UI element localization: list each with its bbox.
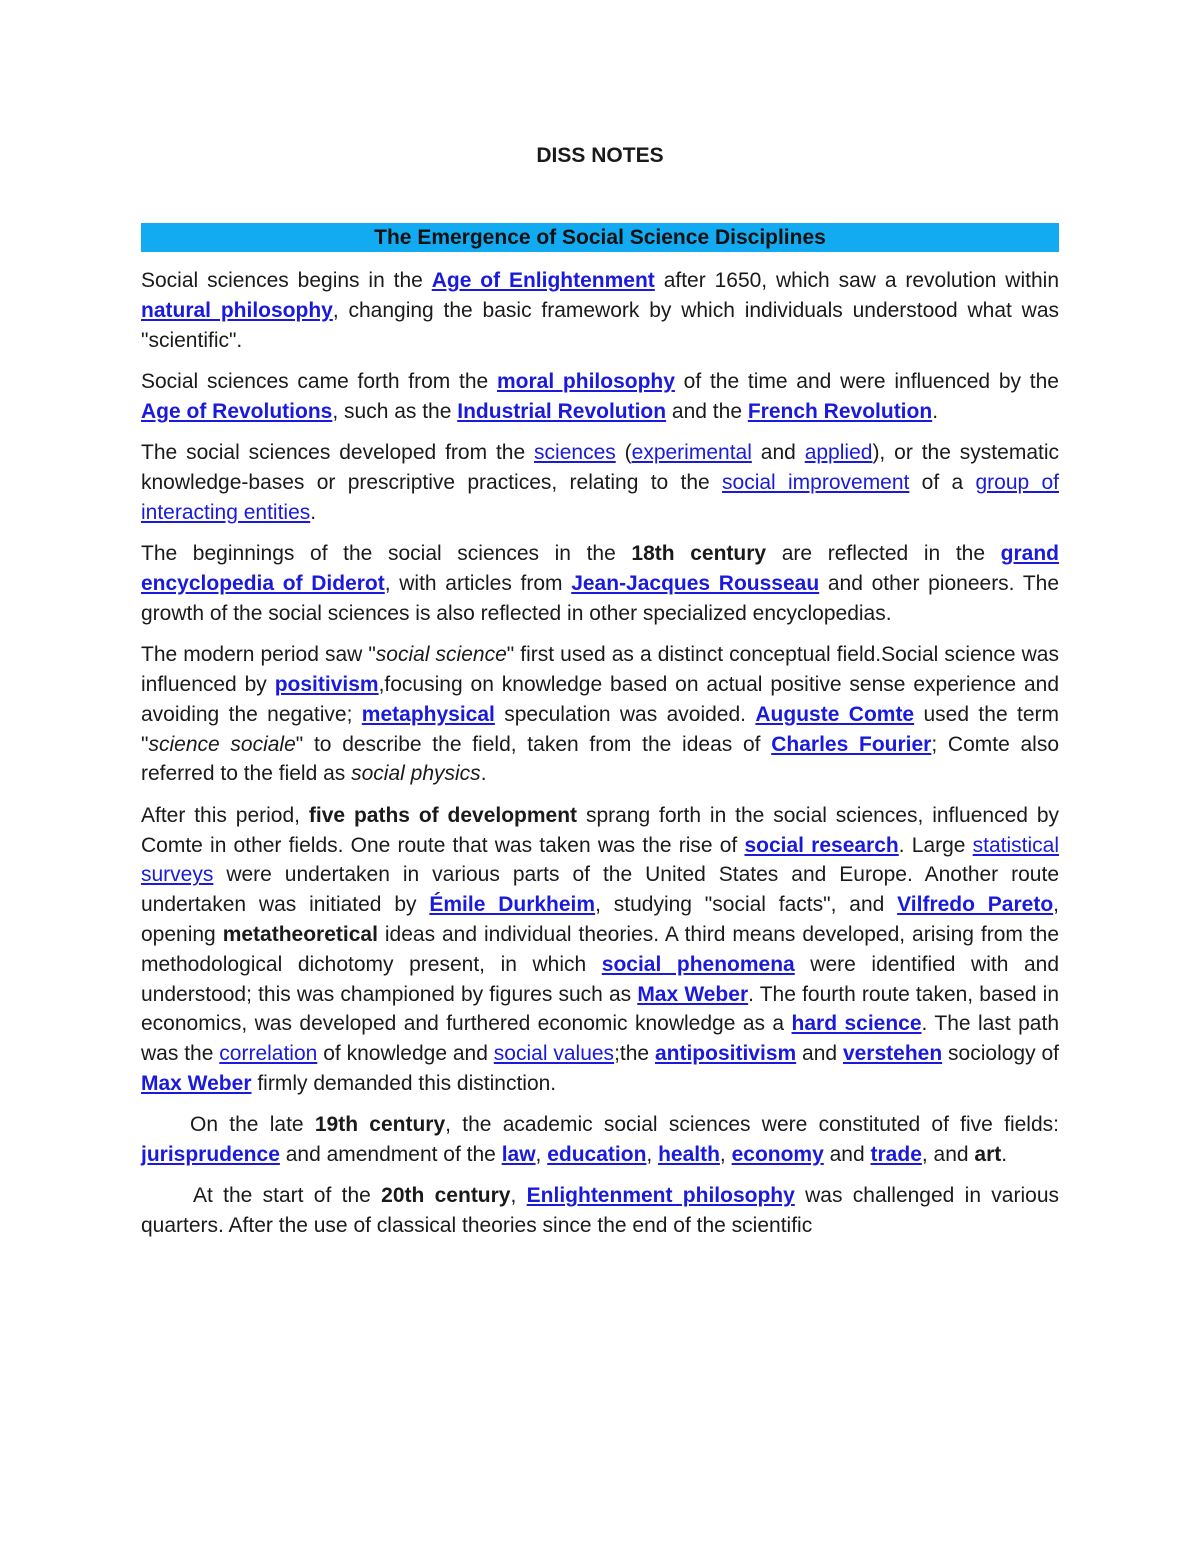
text-run: firmly demanded this distinction. [251, 1071, 557, 1095]
text-run: , with articles from [384, 571, 572, 595]
paragraph [141, 438, 1059, 527]
hyperlink[interactable]: health [658, 1143, 720, 1167]
paragraph [141, 367, 1059, 427]
text-run: On the late [190, 1113, 315, 1137]
text-run: , and [921, 1143, 975, 1167]
text-run: sprang forth in the social sciences, influenced by Comte in other fields. One route that was taken was the rise of [141, 803, 1060, 857]
italic-text: social physics [351, 762, 481, 786]
text-run: " to describe the field, taken from the ideas of [295, 732, 772, 756]
hyperlink[interactable]: jurisprudence [141, 1143, 280, 1167]
text-run: , [510, 1184, 527, 1208]
paragraph [141, 801, 1059, 1099]
hyperlink[interactable]: trade [870, 1143, 922, 1167]
text-run: ( [615, 441, 632, 465]
hyperlink[interactable]: Enlightenment philosophy [526, 1184, 795, 1208]
paragraph [141, 1181, 1059, 1241]
text-run: and [796, 1042, 843, 1066]
text-run: . [1001, 1143, 1008, 1167]
text-run: and [751, 441, 805, 465]
hyperlink[interactable]: statistical surveys [141, 833, 1060, 887]
bold-text: metatheoretical [222, 922, 378, 946]
text-run: speculation was avoided. [494, 702, 756, 726]
text-run: , the academic social sciences were constituted of five fields: [445, 1113, 1059, 1137]
text-run: At the start of the [193, 1184, 382, 1208]
hyperlink[interactable]: experimental [631, 441, 752, 465]
paragraph [141, 640, 1059, 789]
text-run: , [535, 1143, 548, 1167]
paragraph [141, 539, 1059, 628]
text-run: , [719, 1143, 732, 1167]
bold-text: five paths of development [308, 803, 578, 827]
hyperlink[interactable]: verstehen [842, 1042, 943, 1066]
text-run: , changing the basic framework by which individuals understood what was "scientific". [141, 298, 1059, 352]
text-run: used the term " [141, 702, 1059, 756]
text-run: were identified with and understood; this was championed by figures such as [141, 952, 1059, 1006]
section-heading: The Emergence of Social Science Disciplines [141, 223, 1059, 252]
hyperlink[interactable]: group of interacting entities [141, 470, 1060, 524]
text-run: . The fourth route taken, based in economics, was developed and furthered economic knowledge as a [141, 982, 1059, 1036]
hyperlink[interactable]: economy [731, 1143, 824, 1167]
text-run: Social sciences begins in the [141, 269, 432, 292]
document-body [141, 266, 1059, 1253]
text-run: were undertaken in various parts of the United States and Europe. Another route undertaken was initiated by [141, 863, 1059, 917]
text-run: , [646, 1143, 659, 1167]
bold-text: 20th century [381, 1184, 511, 1208]
text-run: , opening [141, 893, 1059, 946]
hyperlink[interactable]: metaphysical [361, 702, 495, 726]
text-run: sociology of [942, 1042, 1059, 1066]
text-run: of a [909, 470, 976, 494]
text-run: Social sciences came forth from the [141, 369, 497, 393]
text-run: of knowledge and [317, 1042, 494, 1066]
hyperlink[interactable]: education [547, 1143, 647, 1167]
paragraph [141, 1110, 1059, 1170]
hyperlink[interactable]: Max Weber [141, 1071, 252, 1095]
text-run: . [310, 500, 317, 524]
italic-text: science sociale [148, 732, 296, 756]
hyperlink[interactable]: correlation [219, 1042, 318, 1066]
bold-text: art [974, 1143, 1002, 1167]
italic-text: social science [375, 643, 507, 667]
hyperlink[interactable]: applied [804, 441, 873, 465]
hyperlink[interactable]: social research [744, 833, 899, 857]
hyperlink[interactable]: Jean-Jacques Rousseau [571, 571, 820, 595]
text-run: and other pioneers. The growth of the social sciences is also reflected in other specialized encyclopedias. [141, 571, 1060, 625]
text-run: . The last path was the [141, 1012, 1059, 1066]
text-run: The beginnings of the social sciences in the [141, 542, 632, 566]
hyperlink[interactable]: social values [493, 1042, 615, 1066]
text-run: The modern period saw " [141, 643, 376, 667]
text-run: ,focusing on knowledge based on actual positive sense experience and avoiding the negative; [141, 672, 1060, 726]
hyperlink[interactable]: moral philosophy [496, 369, 675, 393]
text-run: and [823, 1143, 871, 1167]
text-run: ideas and individual theories. A third means developed, arising from the methodological dichotomy present, in which [141, 922, 1059, 976]
text-run: , such as the [332, 399, 458, 423]
hyperlink[interactable]: French Revolution [747, 399, 933, 423]
text-run: After this period, [141, 803, 309, 827]
hyperlink[interactable]: natural philosophy [141, 298, 333, 322]
hyperlink[interactable]: Industrial Revolution [457, 399, 667, 423]
hyperlink[interactable]: Vilfredo Pareto [897, 893, 1054, 917]
text-run: after 1650, which saw a revolution within [654, 269, 1059, 292]
text-run: , studying "social facts", and [595, 893, 898, 917]
text-run: The social sciences developed from the [141, 441, 535, 465]
hyperlink[interactable]: Age of Enlightenment [431, 269, 655, 292]
hyperlink[interactable]: Émile Durkheim [429, 893, 596, 917]
hyperlink[interactable]: Charles Fourier [771, 732, 932, 756]
text-run: and the [666, 399, 748, 423]
text-run: ; Comte also referred to the field as [141, 732, 1060, 786]
hyperlink[interactable]: grand encyclopedia of Diderot [141, 542, 1059, 595]
text-run: " first used as a distinct conceptual field.Social science was influenced by [141, 643, 1059, 696]
hyperlink[interactable]: antipositivism [654, 1042, 797, 1066]
text-run: and amendment of the [279, 1143, 502, 1167]
text-run: ;the [614, 1042, 655, 1066]
hyperlink[interactable]: social improvement [722, 470, 910, 494]
bold-text: 18th century [631, 542, 767, 566]
paragraph [141, 266, 1059, 355]
hyperlink[interactable]: social phenomena [601, 952, 795, 976]
hyperlink[interactable]: sciences [534, 441, 616, 465]
text-run: . [480, 762, 487, 786]
hyperlink[interactable]: Age of Revolutions [141, 399, 333, 423]
hyperlink[interactable]: Max Weber [637, 982, 749, 1006]
bold-text: 19th century [314, 1113, 446, 1137]
hyperlink[interactable]: positivism [274, 672, 379, 696]
text-run: . [932, 399, 939, 423]
text-run: of the time and were influenced by the [674, 369, 1059, 393]
hyperlink[interactable]: Auguste Comte [755, 702, 915, 726]
hyperlink[interactable]: hard science [791, 1012, 922, 1036]
text-run: are reflected in the [766, 542, 1001, 566]
text-run: . Large [898, 833, 973, 857]
document-title: DISS NOTES [536, 144, 664, 167]
text-run: ), or the systematic knowledge-bases or prescriptive practices, relating to the [141, 441, 1059, 494]
hyperlink[interactable]: law [501, 1143, 536, 1167]
text-run: was challenged in various quarters. After the use of classical theories since the end of the scientific [141, 1184, 1060, 1238]
